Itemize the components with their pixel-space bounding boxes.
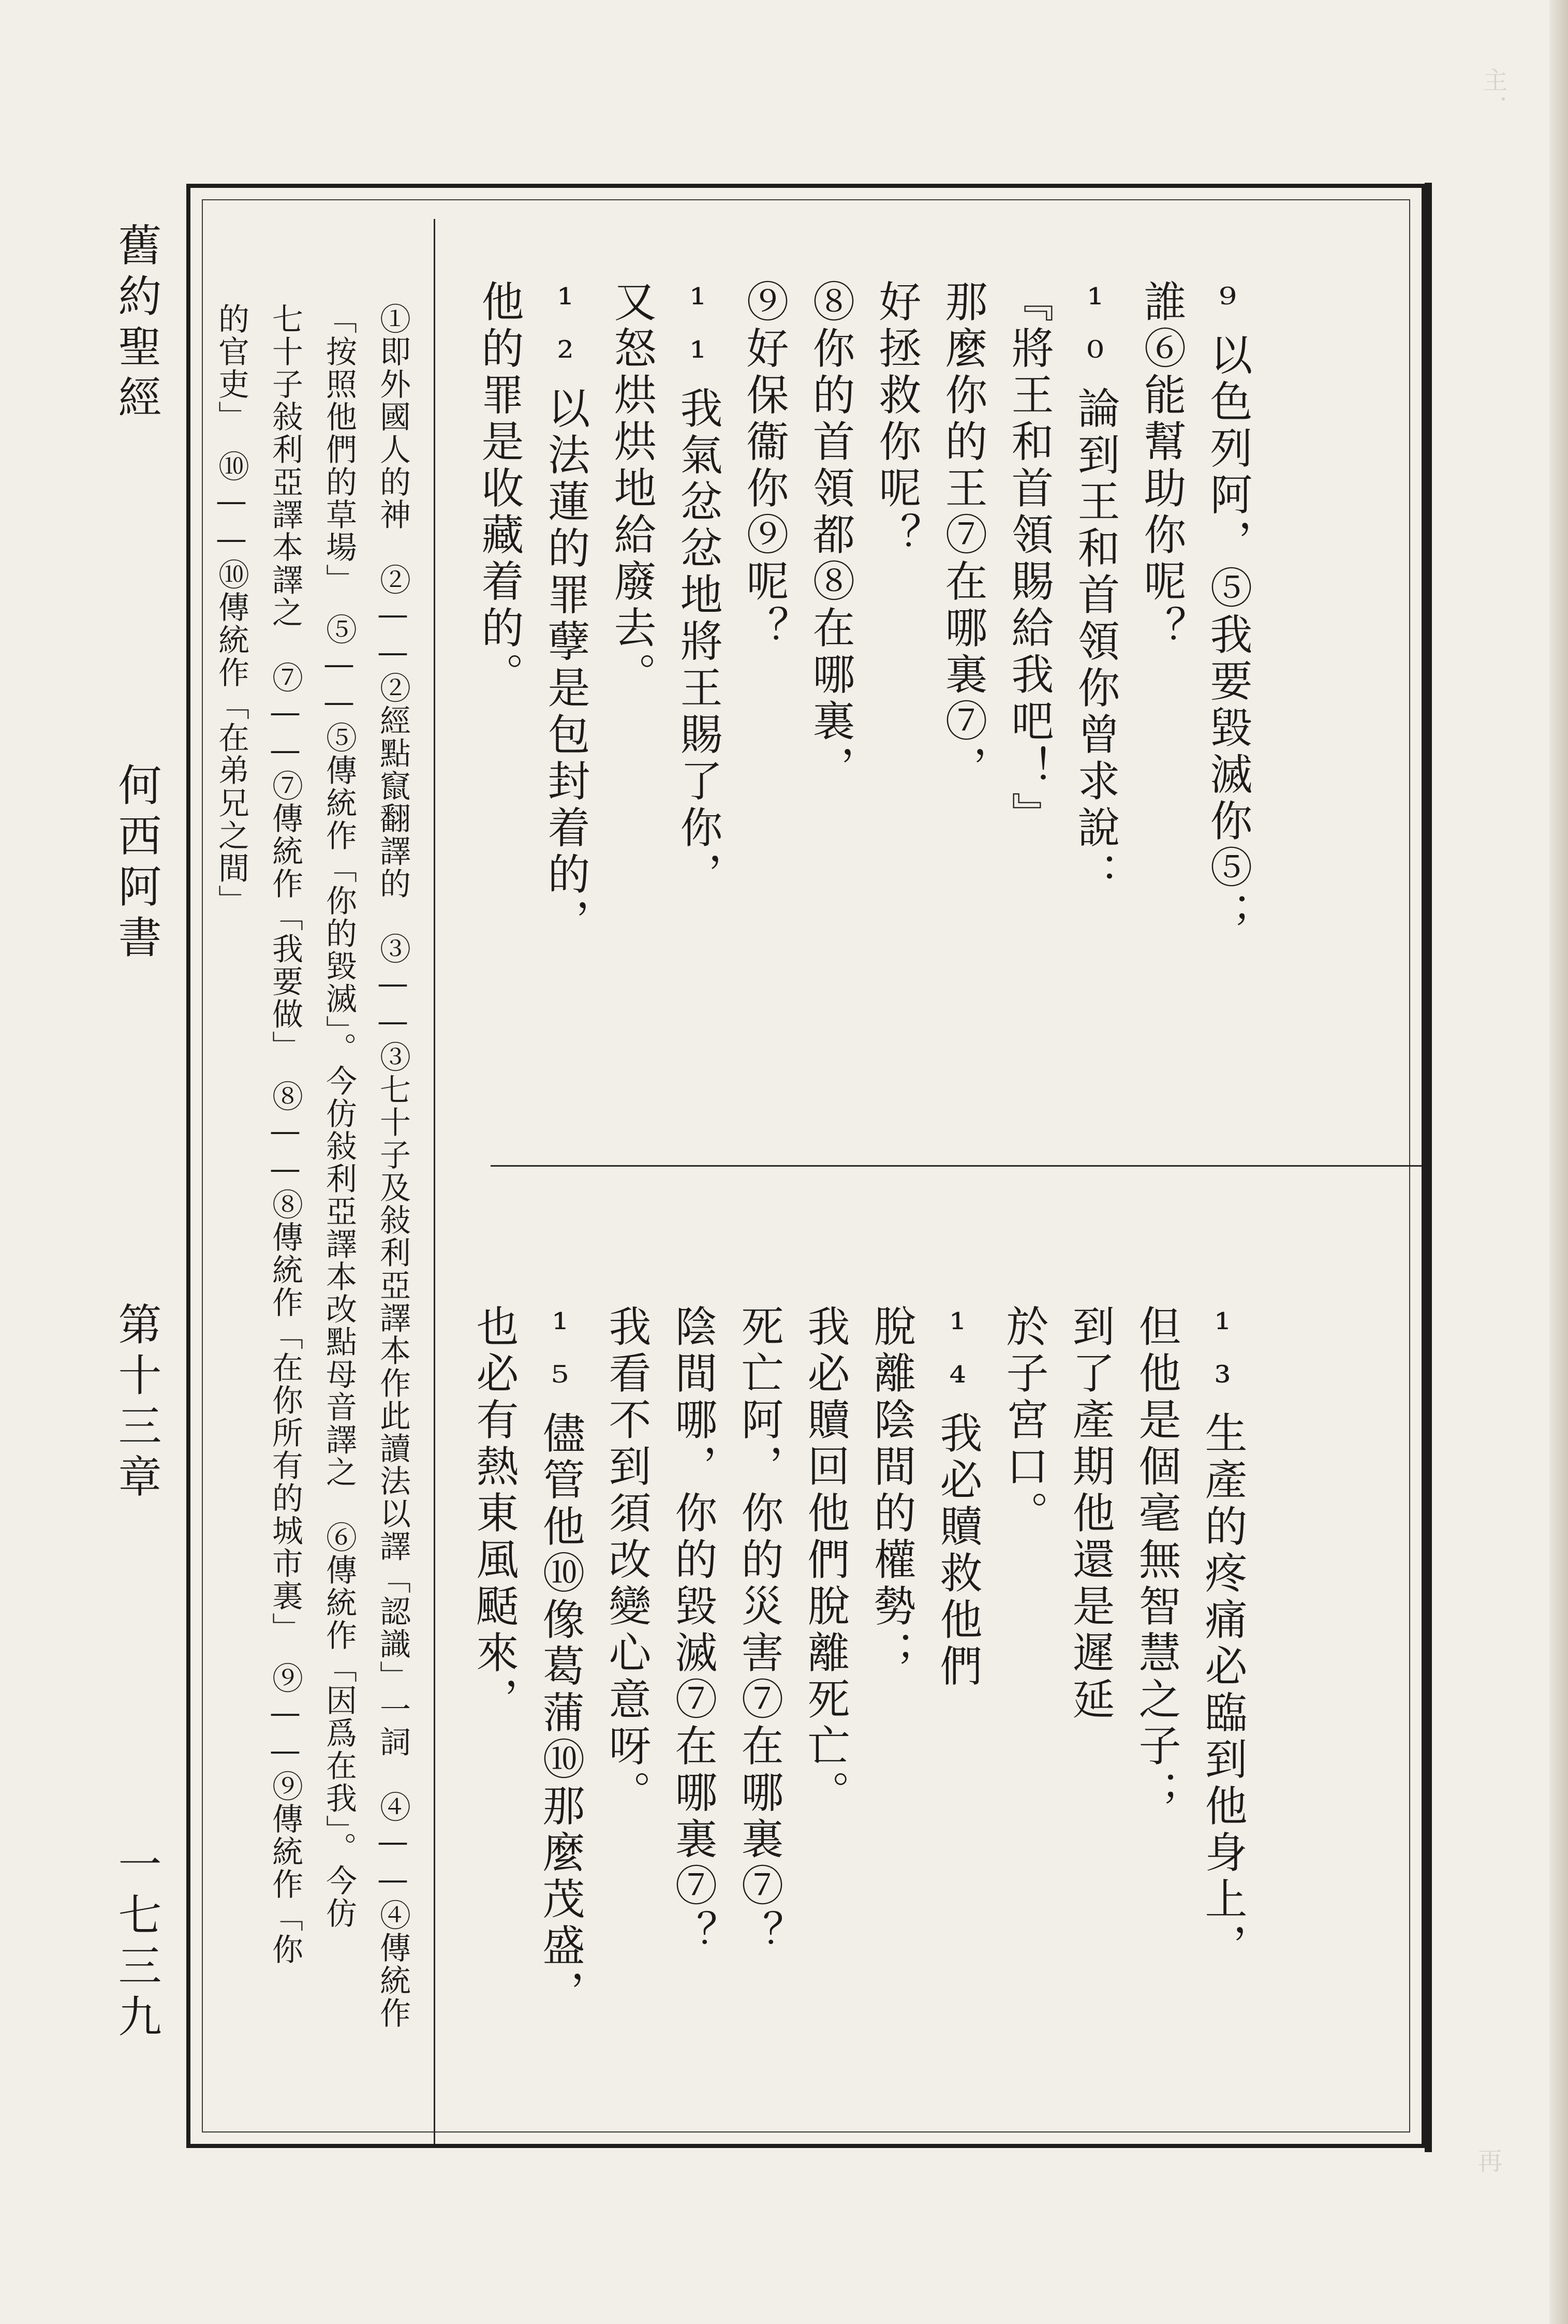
footnote-line: 的官吏」 ⑩——⑩傳統作「在弟兄之間」 <box>213 303 249 917</box>
verse-block-lower <box>461 1304 1255 2132</box>
verse-line: 陰間哪，你的毀滅⑦在哪裏⑦？ <box>668 1304 717 1957</box>
verse-line: ¹¹我氣忿忿地將王賜了你， <box>673 280 722 899</box>
verse-line: 好拯救你呢？ <box>872 280 921 559</box>
footnote-line: 「按照他們的草場」 ⑤——⑤傳統作「你的毀滅」。今仿敍利亞譯本改點母音譯之 ⑥傳統作「因爲在我」。今仿 <box>321 303 357 1930</box>
verse-line: 脫離陰間的權勢； <box>867 1304 916 1677</box>
frame-right-rule <box>1425 183 1432 2152</box>
verse-line: ⁹以色列阿，⑤我要毀滅你⑤； <box>1203 280 1252 938</box>
page-number: 一七三九 <box>111 1841 162 2044</box>
verse-line: 到了產期他還是遲延 <box>1066 1304 1115 1724</box>
show-through-text: 主． <box>1478 67 1507 123</box>
verse-line: 死亡阿，你的災害⑦在哪裏⑦？ <box>734 1304 783 1957</box>
verse-line: 又怒烘烘地給廢去。 <box>607 280 656 699</box>
verse-line: ¹⁴我必贖救他們 <box>933 1304 982 1690</box>
verse-line: 他的罪是收藏着的。 <box>475 280 524 699</box>
verse-line: ¹³生產的疼痛必臨到他身上， <box>1198 1304 1247 1970</box>
show-through-text: 再 <box>1473 2148 1502 2176</box>
chapter-label: 第十三章 <box>111 1302 162 1505</box>
verse-line: 那麼你的王⑦在哪裏⑦， <box>938 280 987 792</box>
verse-line: ⑨好保衞你⑨呢？ <box>739 280 789 652</box>
verse-line: ¹⁵儘管他⑩像葛蒲⑩那麼茂盛， <box>536 1304 585 2017</box>
footnotes <box>204 303 420 2114</box>
page-edge <box>1549 0 1568 2324</box>
verse-line: ¹²以法蓮的罪孽是包封着的， <box>541 280 590 945</box>
verse-line: 於子宮口。 <box>999 1304 1048 1537</box>
verse-line: 『將王和首領賜給我吧！』 <box>1004 280 1054 839</box>
verse-line: ¹⁰論到王和首領你曾求說： <box>1071 280 1120 899</box>
footnote-divider <box>434 219 435 2144</box>
verse-line: 我看不到須改變心意呀。 <box>602 1304 651 1817</box>
verse-block-upper <box>466 280 1261 1211</box>
verse-line: 誰⑥能幫助你呢？ <box>1137 280 1186 652</box>
footnote-line: 七十子敍利亞譯本譯之 ⑦——⑦傳統作「我要做」 ⑧——⑧傳統作「在你所有的城市裏」 ⑨——⑨傳統作「你 <box>267 303 303 1966</box>
verse-line: 我必贖回他們脫離死亡。 <box>801 1304 850 1817</box>
book-title: 舊約聖經 <box>111 223 162 425</box>
verse-line: 但他是個毫無智慧之子； <box>1132 1304 1181 1817</box>
book-section: 何西阿書 <box>111 762 162 965</box>
verse-line: ⑧你的首領都⑧在哪裏， <box>806 280 855 792</box>
footnote-line: ①即外國人的神 ②——②經點竄翻譯的 ③——③七十子及敍利亞譯本作此讀法以譯「認識」一詞 ④——④傳統作 <box>375 303 411 2029</box>
running-head <box>106 223 168 2044</box>
verse-line: 也必有熱東風颳來， <box>469 1304 519 1724</box>
